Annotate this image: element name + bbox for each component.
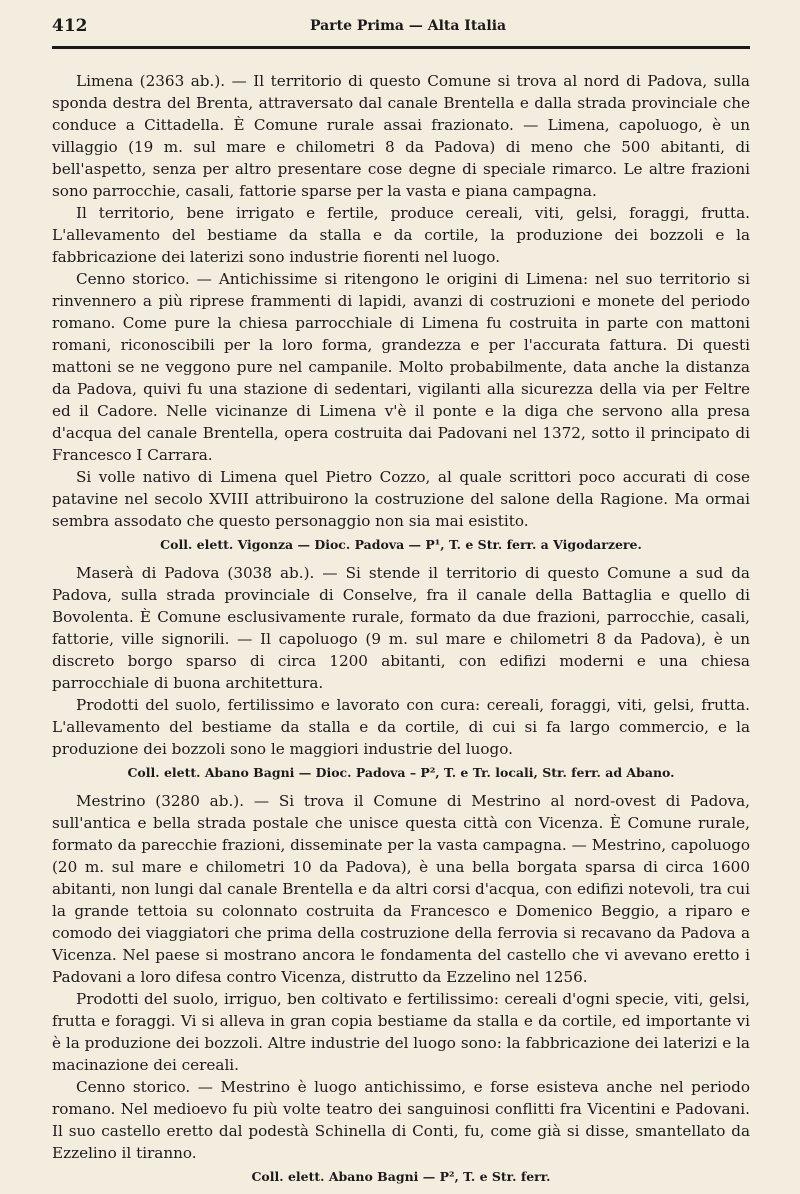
entry-mestrino <box>52 790 750 1186</box>
entry-paragraph: Cenno storico. — Antichissime si ritengono le origini di Limena: nel suo territorio si rinvennero a più riprese frammenti di lapidi, avanzi di costruzioni e monete del periodo romano. Come pure la chiesa parrocchiale di Limena fu costruita in parte con mattoni romani, riconoscibili per la loro forma, grandezza e per l'accurata fattura. Di questi mattoni se ne veggono pure nel campanile. Molto probabilmente, data anche la distanza da Padova, quivi fu una stazione di sedentari, vigilanti alla sicurezza della via per Feltre ed il Cadore. Nelle vicinanze di Limena v'è il ponte e la diga che servono alla presa d'acqua del canale Brentella, opera costruita dai Padovani nel 1372, sotto il principato di Francesco I Carrara. <box>52 270 750 464</box>
running-head <box>52 14 750 40</box>
entry-paragraph: Si volle nativo di Limena quel Pietro Cozzo, al quale scrittori poco accurati di cose patavine nel secolo XVIII attribuirono la costruzione del salone della Ragione. Ma ormai sembra assodato che questo personaggio non sia mai esistito. <box>52 468 750 530</box>
entry-paragraph: Maserà di Padova (3038 ab.). — Si stende il territorio di questo Comune a sud da Padova, sulla strada provinciale di Conselve, fra il canale della Battaglia e quello di Bovolenta. È Comune esclusivamente rurale, formato da due frazioni, parrocchie, casali, fattorie, ville signorili. — Il capoluogo (9 m. sul mare e chilometri 8 da Padova), è un discreto borgo sparso di circa 1200 abitanti, con edifizi moderni e una chiesa parrocchiale di buona architettura. <box>52 564 750 692</box>
collegio-line: Coll. elett. Vigonza — Dioc. Padova — P¹, T. e Str. ferr. a Vigodarzere. <box>160 537 642 552</box>
running-title: Parte Prima — Alta Italia <box>310 18 507 34</box>
entry-paragraph: Prodotti del suolo, irriguo, ben coltivato e fertilissimo: cereali d'ogni specie, viti, gelsi, frutta e foraggi. Vi si alleva in gran copia bestiame da stalla e da cortile, ed importante vi è la produzione dei bozzoli. Altre industrie del luogo sono: la fabbricazione dei laterizi e la macinazione dei cereali. <box>52 990 750 1074</box>
entry-paragraph: Mestrino (3280 ab.). — Si trova il Comune di Mestrino al nord-ovest di Padova, sull'antica e bella strada postale che unisce questa città con Vicenza. È Comune rurale, formato da parecchie frazioni, disseminate per la vasta campagna. — Mestrino, capoluogo (20 m. sul mare e chilometri 10 da Padova), è una bella borgata sparsa di circa 1600 abitanti, non lungi dal canale Brentella e da altri corsi d'acqua, con edifizi notevoli, tra cui la grande tettoia su colonnato costruita da Francesco e Domenico Beggio, a riparo e comodo dei viaggiatori che prima della costruzione della ferrovia si recavano da Padova a Vicenza. Nel paese si mostrano ancora le fondamenta del castello che vi avevano eretto i Padovani a loro difesa contro Vicenza, distrutto da Ezzelino nel 1256. <box>52 792 750 986</box>
entry-paragraph: Cenno storico. — Mestrino è luogo antichissimo, e forse esisteva anche nel periodo romano. Nel medioevo fu più volte teatro dei sanguinosi conflitti fra Vicentini e Padovani. Il suo castello eretto dal podestà Schinella di Conti, fu, come già si disse, smantellato da Ezzelino il tiranno. <box>52 1078 750 1162</box>
entry-paragraph: Limena (2363 ab.). — Il territorio di questo Comune si trova al nord di Padova, sulla sponda destra del Brenta, attraversato dal canale Brentella e dalla strada provinciale che conduce a Cittadella. È Comune rurale assai frazionato. — Limena, capoluogo, è un villaggio (19 m. sul mare e chilometri 8 da Padova) di meno che 500 abitanti, di bell'aspetto, senza per altro presentare cose degne di speciale rimarco. Le altre frazioni sono parrocchie, casali, fattorie sparse per la vasta e piana campagna. <box>52 72 750 200</box>
entry-paragraph: Prodotti del suolo, fertilissimo e lavorato con cura: cereali, foraggi, viti, gelsi, frutta. L'allevamento del bestiame da stalla e da cortile, di cui si fa largo commercio, e la produzione dei bozzoli sono le maggiori industrie del luogo. <box>52 696 750 758</box>
entry-limena <box>52 70 750 554</box>
entry-paragraph: Il territorio, bene irrigato e fertile, produce cereali, viti, gelsi, foraggi, frutta. L'allevamento del bestiame da stalla e da cortile, la produzione dei bozzoli e la fabbricazione dei laterizi sono industrie fiorenti nel luogo. <box>52 204 750 266</box>
collegio-line: Coll. elett. Abano Bagni — P², T. e Str. ferr. <box>251 1169 551 1184</box>
page-body <box>52 70 750 1194</box>
entry-masera <box>52 562 750 782</box>
collegio-line: Coll. elett. Abano Bagni — Dioc. Padova – P², T. e Tr. locali, Str. ferr. ad Abano. <box>127 765 675 780</box>
page-number: 412 <box>52 16 88 36</box>
header-rule <box>52 46 750 49</box>
